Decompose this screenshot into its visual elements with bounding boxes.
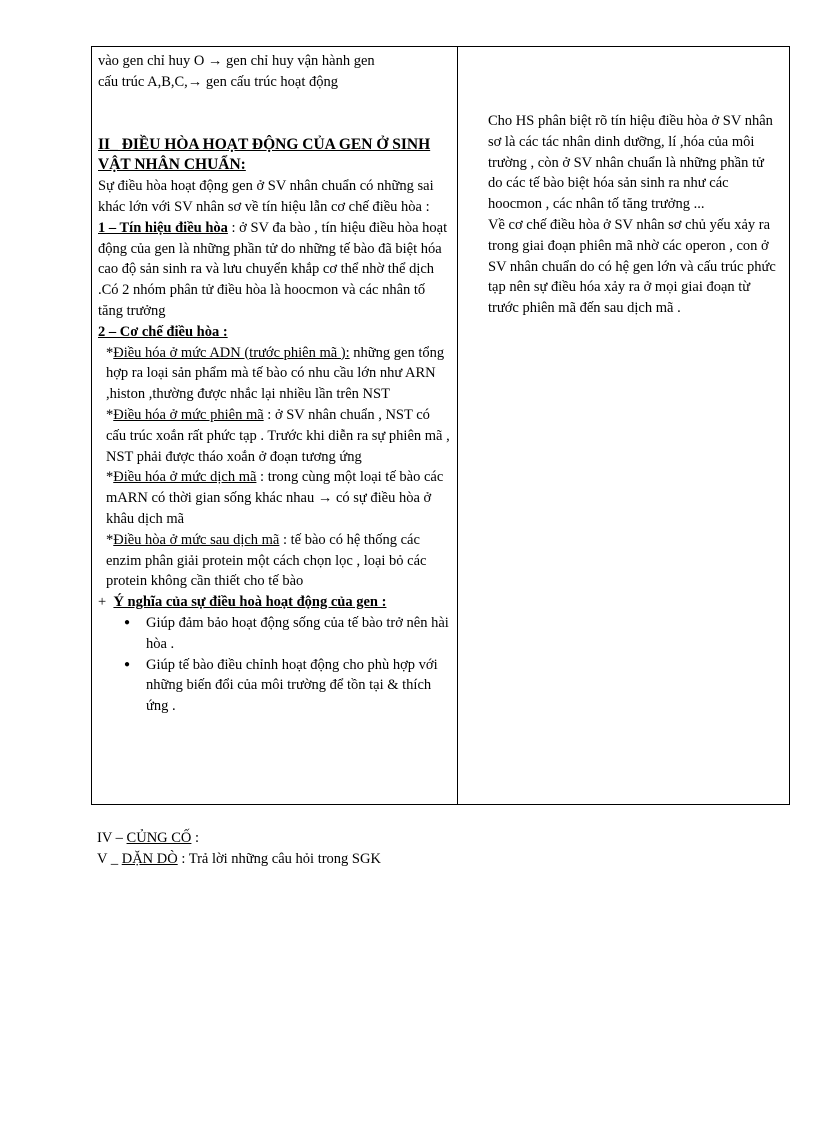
signal-paragraph bbox=[98, 218, 451, 322]
item-title: Điều hóa ở mức phiên mã bbox=[113, 406, 264, 423]
item-text: : ở SV nhân chuẩn , NST có cấu trúc xoắn rất phức tạp . Trước khi diễn ra sự phiên mã , NST phải được tháo xoắn ở đoạn tương ứng bbox=[106, 406, 450, 465]
item-text: : trong cùng một loại tế bào các mARN có thời gian sống khác nhau → có sự điều hòa ở khâu dịch mã bbox=[106, 469, 444, 527]
item-title: Điều hóa ở mức dịch mã bbox=[113, 469, 257, 486]
item-prefix: * bbox=[106, 344, 114, 361]
homework-title: DẶN DÒ bbox=[121, 850, 178, 867]
meaning-heading-line bbox=[98, 592, 451, 613]
closing-section bbox=[97, 828, 381, 870]
meaning-heading: Ý nghĩa của sự điều hoà hoạt động của gen : bbox=[113, 594, 387, 611]
teacher-note-1: Cho HS phân biệt rõ tín hiệu điều hòa ở SV nhân sơ là các tác nhân dinh dưỡng, lí ,hóa của môi trường , còn ở SV nhân chuẩn là những phần tử do các tế bào biệt hóa sản sinh ra như các hoocmon , các nhân tố tăng trưởng ... bbox=[488, 113, 773, 213]
consolidation-title: CỦNG CỐ bbox=[126, 830, 192, 846]
left-column bbox=[92, 47, 458, 805]
consolidation-prefix: IV – bbox=[97, 830, 127, 846]
homework-prefix: V _ bbox=[97, 850, 122, 867]
lesson-table bbox=[91, 46, 790, 805]
meaning-prefix: + bbox=[98, 594, 107, 611]
teacher-note-2: Về cơ chế điều hòa ở SV nhân sơ chủ yếu xảy ra trong giai đoạn phiên mã nhờ các operon , con ở SV nhân chuẩn do có hệ gen lớn và cấu trúc phức tạp nên sự điều hóa xảy ra ở mọi giai đoạn từ trước phiên mã đến sau dịch mã . bbox=[488, 216, 776, 317]
item-title: Điều hòa ở mức sau dịch mã bbox=[113, 531, 280, 548]
signal-heading: 1 – Tín hiệu điều hòa bbox=[98, 219, 228, 236]
intro-line-1: vào gen chỉ huy O → gen chỉ huy vận hành gen bbox=[98, 53, 375, 69]
item-prefix: * bbox=[106, 469, 114, 486]
meaning-bullet-1: ● Giúp đảm bảo hoạt động sống của tế bào trở nên hài hòa . bbox=[146, 613, 451, 655]
item-text: : tế bào có hệ thống các enzim phân giải protein một cách chọn lọc , loại bỏ các protein không cần thiết cho tế bào bbox=[106, 531, 427, 590]
signal-text: : ở SV đa bào , tín hiệu điều hòa hoạt động của gen là những phần tử do những tế bào đã biệt hóa cao độ sản sinh ra và lưu chuyển khắp cơ thể nhờ thể dịch .Có 2 nhóm phân tử điều hòa là hoocmon và các nhân tố tăng trưởng bbox=[98, 219, 448, 319]
homework-text: : Trả lời những câu hỏi trong SGK bbox=[177, 850, 381, 867]
item-title: Điều hóa ở mức ADN (trước phiên mã ): bbox=[113, 344, 350, 361]
homework-line bbox=[97, 849, 381, 870]
mechanism-item-transcription bbox=[98, 405, 451, 467]
intro-line-2: cấu trúc A,B,C,→ gen cấu trúc hoạt động bbox=[98, 73, 338, 90]
item-prefix: * bbox=[106, 531, 114, 548]
consolidation-suffix: : bbox=[191, 830, 200, 846]
meaning-list bbox=[98, 613, 451, 717]
mechanism-item-translation bbox=[98, 467, 451, 529]
item-text: những gen tổng hợp ra loại sản phẩm mà tế bào có nhu cầu lớn như ARN ,histon ,thường được nhắc lại nhiều lần trên NST bbox=[106, 344, 445, 403]
right-column bbox=[458, 47, 790, 805]
mechanism-item-dna bbox=[98, 343, 451, 405]
consolidation-line bbox=[97, 828, 381, 849]
mechanism-heading: 2 – Cơ chế điều hòa : bbox=[98, 323, 228, 340]
meaning-bullet-2: ● Giúp tế bào điều chỉnh hoạt động cho phù hợp với những biến đổi của môi trường để tồn tại & thích ứng . bbox=[146, 655, 451, 717]
section-intro: Sự điều hòa hoạt động gen ở SV nhân chuẩn có những sai khác lớn với SV nhân sơ về tín hiệu lẫn cơ chế điều hòa : bbox=[98, 178, 434, 215]
section-heading: II_ ĐIỀU HÒA HOẠT ĐỘNG CỦA GEN Ở SINH VẬT NHÂN CHUẨN: bbox=[98, 135, 431, 174]
item-prefix: * bbox=[106, 406, 114, 423]
mechanism-item-post-translation bbox=[98, 530, 451, 592]
